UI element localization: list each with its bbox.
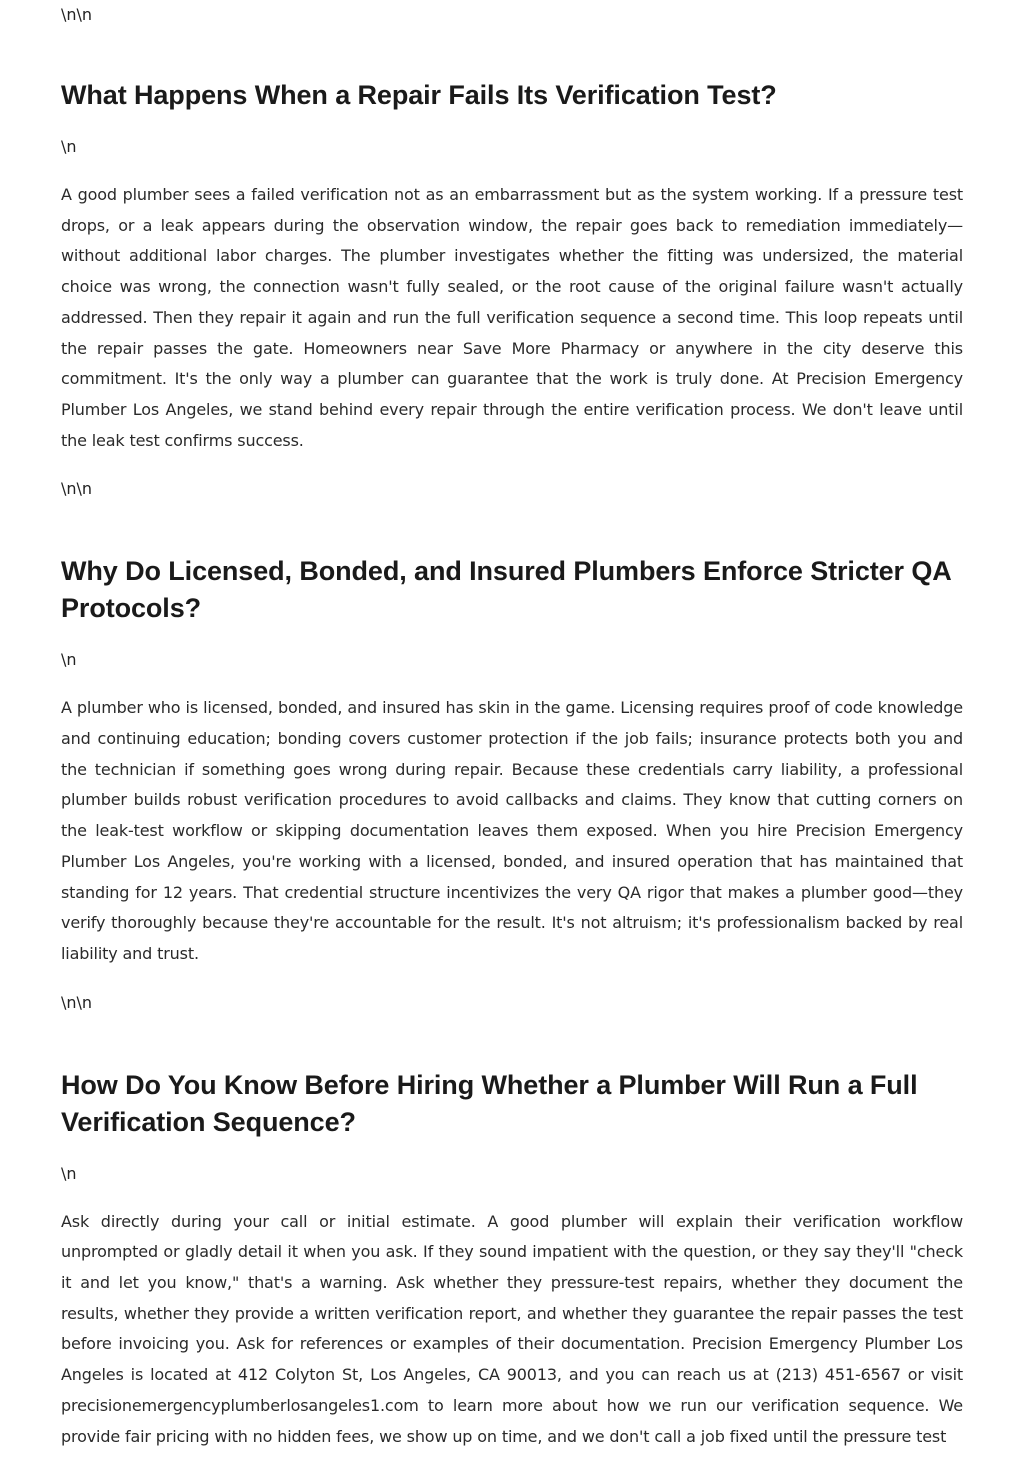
separator-text: \n\n xyxy=(61,5,93,24)
section-paragraph: Ask directly during your call or initial estimate. A good plumber will explain their verification workflow unprompted or gladly detail it when you ask. If they sound impatient with the question, or they say they'll "check it and let you know," that's a warning. Ask whether they pressure-test repairs, whether they document the results, whether they provide a written verification report, and whether they guarantee the repair passes the test before invoicing you. Ask for references or examples of their documentation. Precision Emergency Plumber Los Angeles is located at 412 Colyton St, Los Angeles, CA 90013, and you can reach us at (213) 451-6567 or visit precisionemergencyplumberlosangeles1.com to learn more about how we run our verification sequence. We provide fair pricing with no hidden fees, we show up on time, and we don't call a job fixed until the pressure test xyxy=(61,1211,963,1446)
section-paragraph: A good plumber sees a failed verification not as an embarrassment but as the system working. If a pressure test drops, or a leak appears during the observation window, the repair goes back to remediation immediately—without additional labor charges. The plumber investigates whether the fitting was undersized, the material choice was wrong, the connection wasn't fully sealed, or the root cause of the original failure wasn't actually addressed. Then they repair it again and run the full verification sequence a second time. This loop repeats until the repair passes the gate. Homeowners near Save More Pharmacy or anywhere in the city deserve this commitment. It's the only way a plumber can guarantee that the work is truly done. At Precision Emergency Plumber Los Angeles, we stand behind every repair through the entire verification process. We don't leave until the leak test confirms success. xyxy=(61,185,963,450)
section-heading: How Do You Know Before Hiring Whether a Plumber Will Run a Full Verification Sequence? xyxy=(61,1069,918,1137)
section-heading: What Happens When a Repair Fails Its Verification Test? xyxy=(61,80,777,110)
section-heading: Why Do Licensed, Bonded, and Insured Plumbers Enforce Stricter QA Protocols? xyxy=(61,556,951,624)
separator-text: \n xyxy=(61,137,77,156)
separator-text: \n xyxy=(61,1163,77,1183)
section-paragraph: A plumber who is licensed, bonded, and insured has skin in the game. Licensing requires proof of code knowledge and continuing education; bonding covers customer protection if the job fails; insurance protects both you and the technician if something goes wrong during repair. Because these credentials carry liability, a professional plumber builds robust verification procedures to avoid callbacks and claims. They know that cutting corners on the leak-test workflow or skipping documentation leaves them exposed. When you hire Precision Emergency Plumber Los Angeles, you're working with a licensed, bonded, and insured operation that has maintained that standing for 12 years. That credential structure incentivizes the very QA rigor that makes a plumber good—they verify thoroughly because they're accountable for the result. It's not altruism; it's professionalism backed by real liability and trust. xyxy=(61,698,963,963)
separator-text: \n\n xyxy=(61,479,93,499)
separator-text: \n xyxy=(61,650,77,670)
separator-text: \n\n xyxy=(61,992,93,1012)
document-page xyxy=(61,0,963,1474)
